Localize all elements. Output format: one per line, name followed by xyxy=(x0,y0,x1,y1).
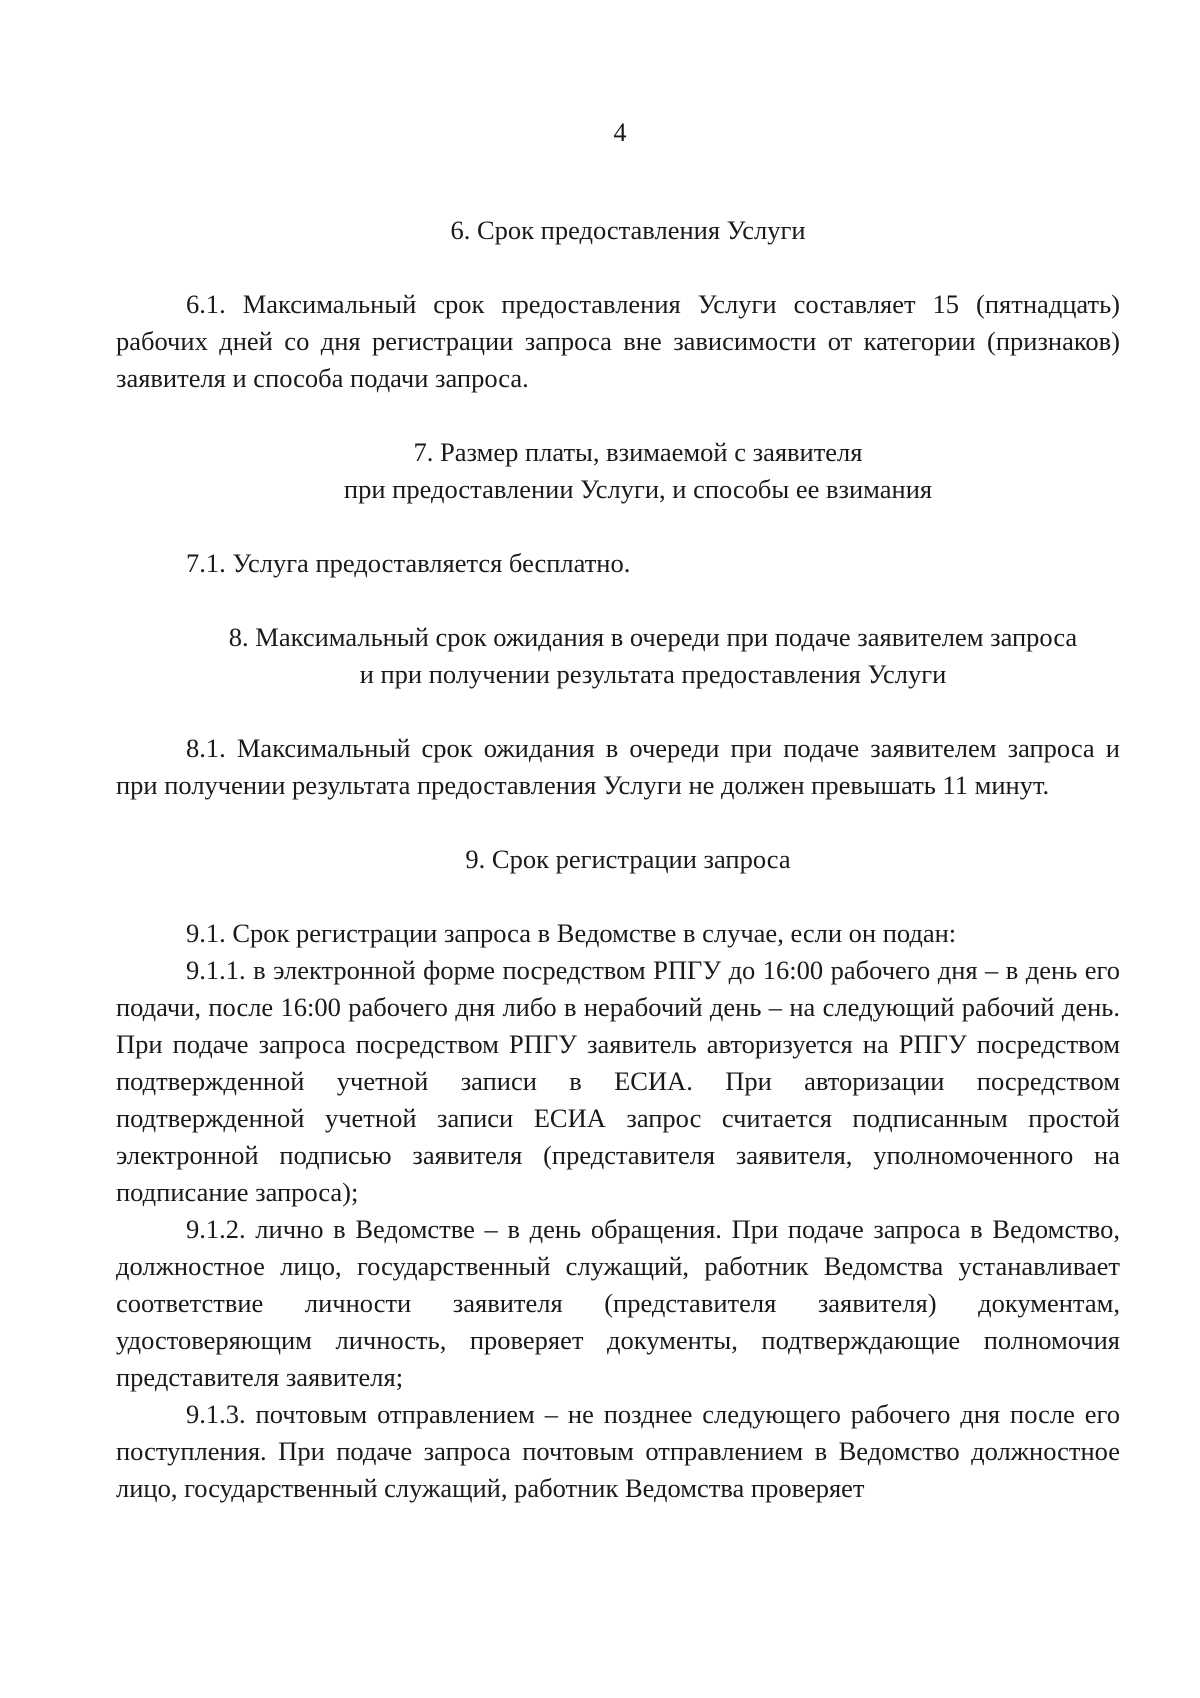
section-heading-6 xyxy=(116,212,1120,249)
paragraph-9-1-3: 9.1.3. почтовым отправлением – не позднее следующего рабочего дня после его поступления. При подаче запроса почтовым отправлением в Ведомство должностное лицо, государственный служащий, работник Ведомства проверяет xyxy=(116,1399,1120,1503)
section-heading-8 xyxy=(116,619,1120,693)
document-body xyxy=(116,212,1120,1507)
paragraph-8-1: 8.1. Максимальный срок ожидания в очереди при подаче заявителем запроса и при получении результата предоставления Услуги не должен превышать 11 минут. xyxy=(116,733,1120,800)
section-heading-7 xyxy=(116,434,1120,508)
heading-line: при предоставлении Услуги, и способы ее взимания xyxy=(343,474,933,504)
paragraph-9-1: 9.1. Срок регистрации запроса в Ведомстве в случае, если он подан: xyxy=(186,918,957,948)
heading-line: 8. Максимальный срок ожидания в очереди при подаче заявителем запроса xyxy=(228,622,1078,652)
section-heading-9 xyxy=(116,841,1120,878)
heading-line: 6. Срок предоставления Услуги xyxy=(450,215,806,245)
heading-line: 9. Срок регистрации запроса xyxy=(465,844,791,874)
heading-line: 7. Размер платы, взимаемой с заявителя xyxy=(413,437,863,467)
page-number: 4 xyxy=(613,118,627,147)
paragraph-9-1-2: 9.1.2. лично в Ведомстве – в день обращения. При подаче запроса в Ведомство, должностное лицо, государственный служащий, работник Ведомства устанавливает соответствие личности заявителя (представителя заявителя) документам, удостоверяющим личность, проверяет документы, подтверждающие полномочия представителя заявителя; xyxy=(116,1214,1120,1392)
heading-line: и при получении результата предоставления Услуги xyxy=(359,659,947,689)
paragraph-6-1: 6.1. Максимальный срок предоставления Услуги составляет 15 (пятнадцать) рабочих дней со дня регистрации запроса вне зависимости от категории (признаков) заявителя и способа подачи запроса. xyxy=(116,289,1120,393)
paragraph-9-1-1: 9.1.1. в электронной форме посредством РПГУ до 16:00 рабочего дня – в день его подачи, после 16:00 рабочего дня либо в нерабочий день – на следующий рабочий день. При подаче запроса посредством РПГУ заявитель авторизуется на РПГУ посредством подтвержденной учетной записи в ЕСИА. При авторизации посредством подтвержденной учетной записи ЕСИА запрос считается подписанным простой электронной подписью заявителя (представителя заявителя, уполномоченного на подписание запроса); xyxy=(116,955,1120,1207)
paragraph-7-1: 7.1. Услуга предоставляется бесплатно. xyxy=(186,548,631,578)
